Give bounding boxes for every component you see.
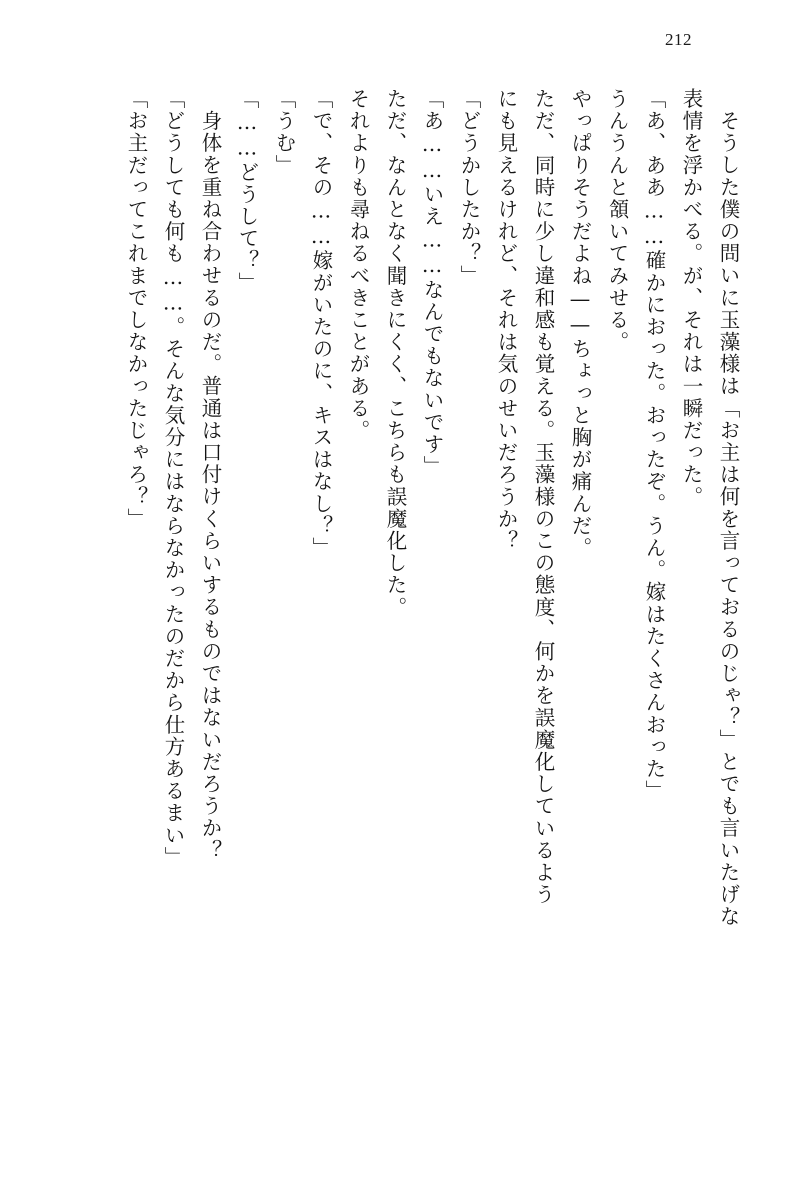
text-column: 表情を浮かべる。が、それは一瞬だった。 — [679, 88, 703, 508]
vertical-text-body — [62, 88, 738, 1158]
text-column: そうした僕の問いに玉藻様は「お主は何を言っておるのじゃ？」とでも言いたげな — [716, 110, 740, 928]
text-column: ただ、同時に少し違和感も覚える。玉藻様のこの態度、何かを誤魔化しているよう — [531, 88, 555, 906]
text-column: 「どうかしたか？」 — [457, 88, 481, 287]
text-column: 「どうしても何も……。そんな気分にはならなかったのだから仕方あるまい」 — [161, 88, 185, 869]
text-column: 「お主だってこれまでしなかったじゃろ？」 — [124, 88, 148, 530]
text-column: 「……どうして？」 — [235, 88, 259, 294]
text-column: にも見えるけれど、それは気のせいだろうか？ — [494, 88, 518, 553]
text-column: 「あ、ああ……確かにおった。おったぞ。うん。嫁はたくさんおった」 — [642, 88, 666, 803]
text-column: 「で、その……嫁がいたのに、キスはなし？」 — [309, 88, 333, 560]
text-column: それよりも尋ねるべきことがある。 — [346, 88, 370, 442]
text-column: やっぱりそうだよね——ちょっと胸が痛んだ。 — [568, 88, 592, 560]
page-number: 212 — [665, 30, 692, 49]
text-column: うんうんと頷いてみせる。 — [605, 88, 629, 354]
text-column: 「あ……いえ……なんでもないです」 — [420, 88, 444, 478]
text-column: 「うむ」 — [272, 88, 296, 177]
text-column: ただ、なんとなく聞きにくく、こちらも誤魔化した。 — [383, 88, 407, 619]
text-column: 身体を重ね合わせるのだ。普通は口付けくらいするものではないだろうか？ — [198, 110, 222, 862]
